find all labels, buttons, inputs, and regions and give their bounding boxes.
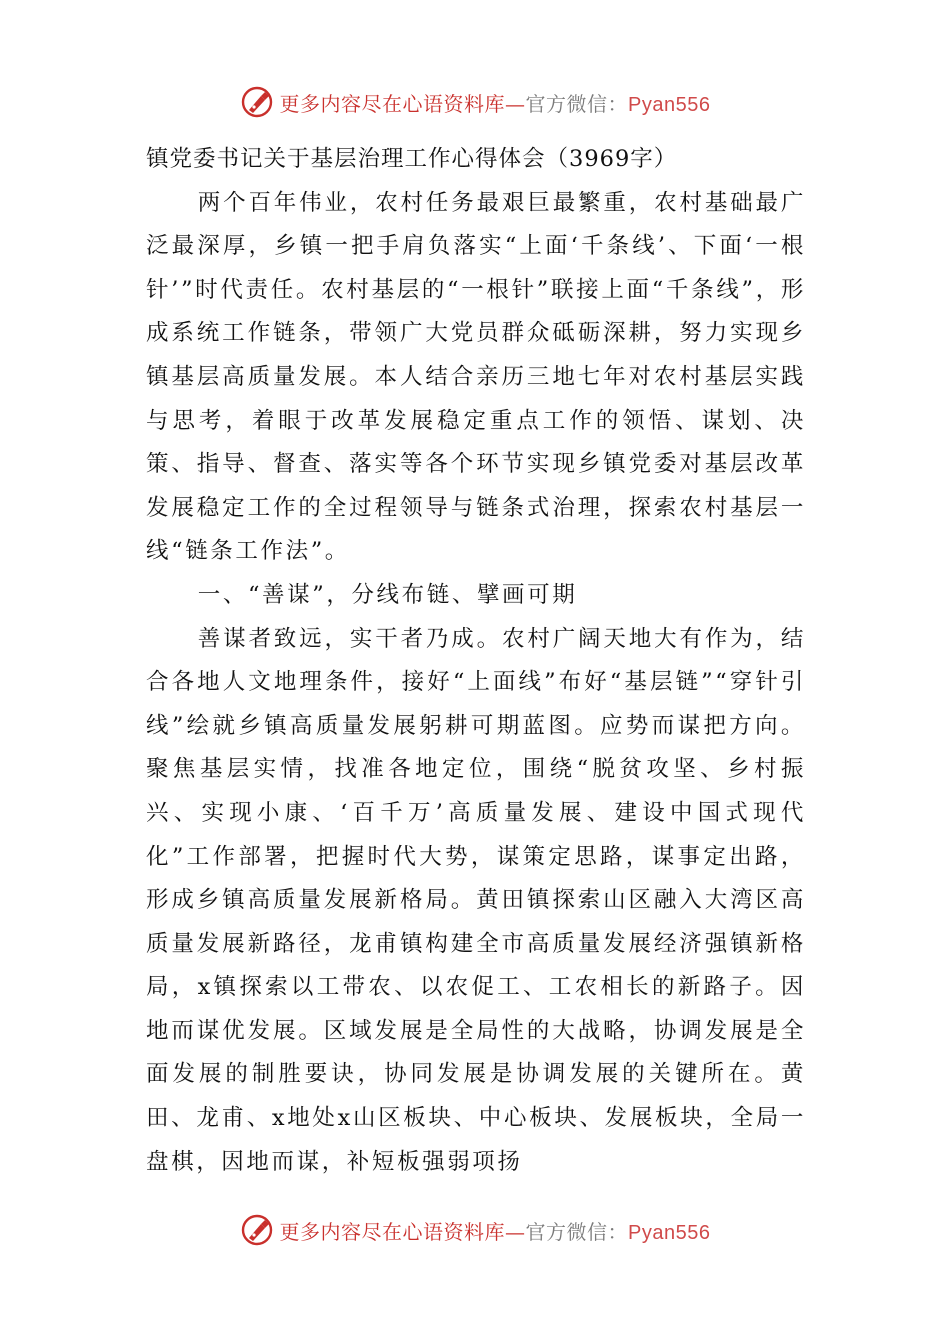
section-1-paragraph: 善谋者致远，实干者乃成。农村广阔天地大有作为，结合各地人文地理条件，接好“上面线”布好“基层链”“穿针引线”绘就乡镇高质量发展躬耕可期蓝图。应势而谋把方向。聚焦基层实情，找准各地定位，围绕“脱贫攻坚、乡村振兴、实现小康、‘百千万’高质量发展、建设中国式现代化”工作部署，把握时代大势，谋策定思路，谋事定出路，形成乡镇高质量发展新格局。黄田镇探索山区融入大湾区高质量发展新路径，龙甫镇构建全市高质量发展经济强镇新格局，x镇探索以工带农、以农促工、工农相长的新路子。因地而谋优发展。区域发展是全局性的大战略，协调发展是全面发展的制胜要诀，协同发展是协调发展的关键所在。黄田、龙甫、x地处x山区板块、中心板块、发展板块，全局一盘棋，因地而谋，补短板强弱项扬 xyxy=(146,625,806,1175)
watermark-label: 官方微信： xyxy=(525,1219,629,1244)
watermark-separator: — xyxy=(505,1219,526,1244)
watermark-banner-bottom xyxy=(0,1210,950,1250)
pen-nib-logo-icon xyxy=(240,85,274,119)
watermark-text xyxy=(280,88,711,117)
document-title: 镇党委书记关于基层治理工作心得体会（3969字） xyxy=(146,146,678,172)
watermark-separator: — xyxy=(505,91,526,116)
watermark-wechat-id: Pyan556 xyxy=(628,93,711,116)
section-heading-1: 一、“善谋”，分线布链、擘画可期 xyxy=(197,581,578,608)
watermark-main-text: 更多内容尽在心语资料库 xyxy=(279,91,506,116)
watermark-main-text: 更多内容尽在心语资料库 xyxy=(279,1219,506,1244)
intro-paragraph: 两个百年伟业，农村任务最艰巨最繁重，农村基础最广泛最深厚，乡镇一把手肩负落实“上面‘千条线’、下面‘一根针’”时代责任。农村基层的“一根针”联接上面“千条线”，形成系统工作链条，带领广大党员群众砥砺深耕，努力实现乡镇基层高质量发展。本人结合亲历三地七年对农村基层实践与思考，着眼于改革发展稳定重点工作的领悟、谋划、决策、指导、督查、落实等各个环节实现乡镇党委对基层改革发展稳定工作的全过程领导与链条式治理，探索农村基层一线“链条工作法”。 xyxy=(146,189,806,565)
watermark-banner-top xyxy=(0,82,950,122)
pen-nib-logo-icon xyxy=(240,1213,274,1247)
watermark-label: 官方微信： xyxy=(525,91,629,116)
watermark-wechat-id: Pyan556 xyxy=(628,1221,711,1244)
watermark-text xyxy=(280,1216,711,1245)
document-body xyxy=(146,138,806,1184)
